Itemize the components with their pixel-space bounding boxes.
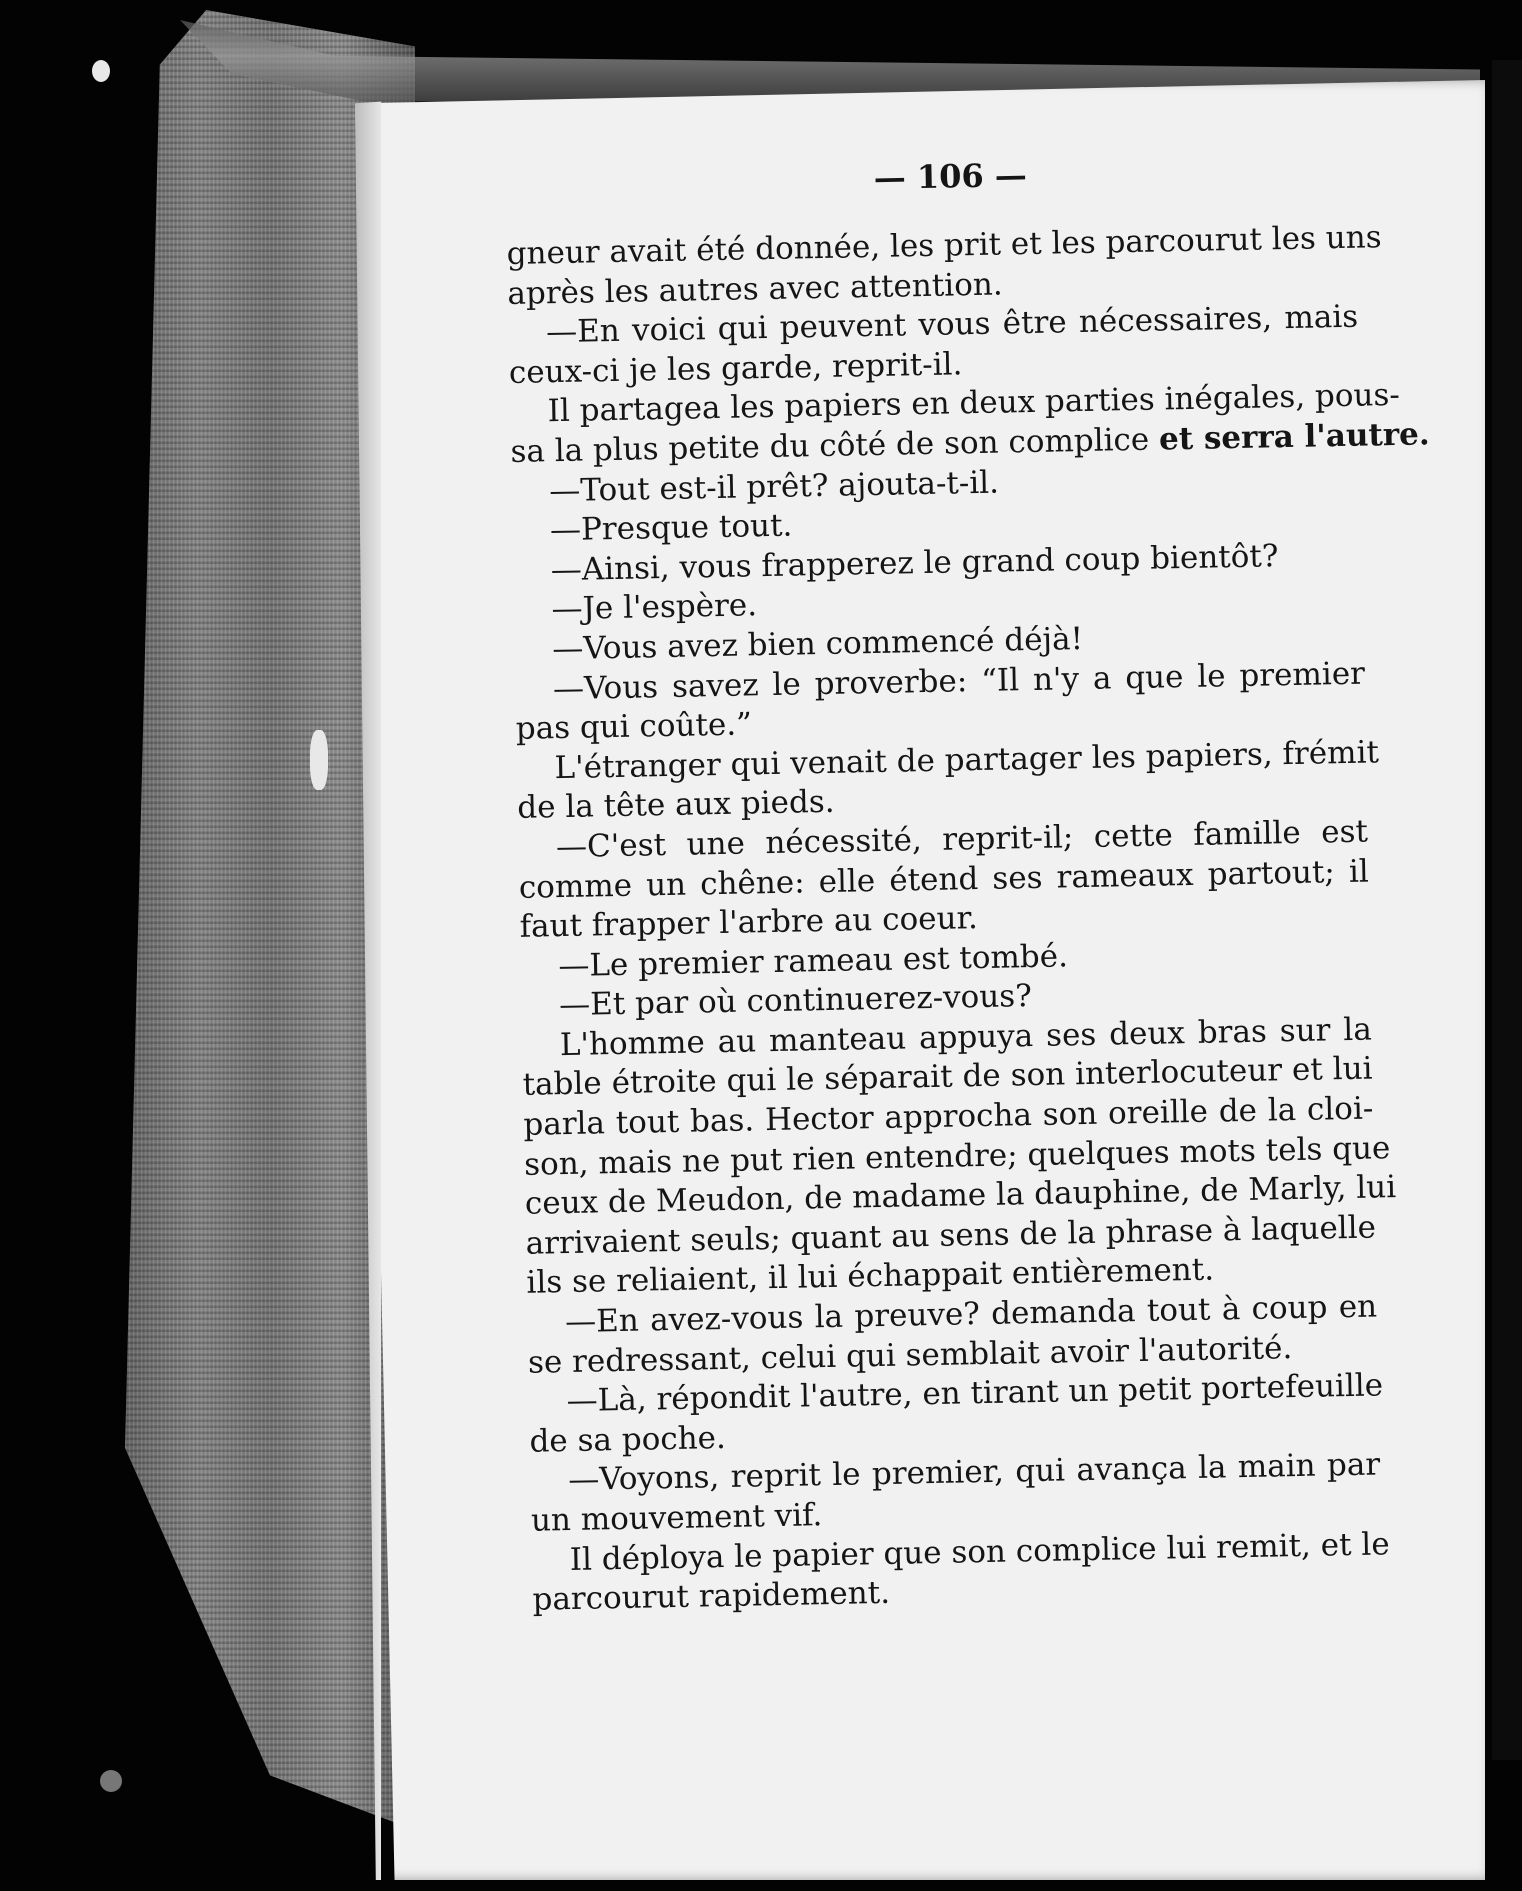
text-line-content: son, mais ne put rien entendre; quelques mots tels que [523, 1129, 1391, 1183]
page-number: — 106 — [873, 155, 1028, 197]
page-text-block [505, 149, 1430, 1665]
text-line-bold-tail: et serra l'autre. [1158, 416, 1430, 458]
text-line-content: Il partagea les papiers en deux parties inégales, pous- [547, 377, 1401, 430]
text-line-content: L'étranger qui venait de partager les papiers, frémit [554, 734, 1380, 786]
dust-speck [310, 730, 328, 790]
text-line-content: sa la plus petite du côté de son complice [510, 421, 1150, 470]
text-line-content: de sa poche. [529, 1419, 727, 1460]
text-line-content: Il déploya le papier que son complice lui remit, et le [569, 1525, 1390, 1578]
text-line-content: table étroite qui le séparait de son interlocuteur et lui [522, 1050, 1373, 1104]
text-line-content: —Tout est-il prêt? ajouta-t-il. [548, 464, 1000, 509]
text-line-content: —Le premier rameau est tombé. [558, 938, 1069, 984]
text-line-content: comme un chêne: elle étend ses rameaux partout; il [518, 853, 1370, 906]
text-lines [506, 219, 1430, 1621]
text-line-content: —En avez-vous la preuve? demanda tout à coup en [564, 1288, 1378, 1341]
text-line-content: —Là, répondit l'autre, en tirant un petit portefeuille [566, 1367, 1384, 1420]
text-line-content: —Et par où continuerez-vous? [558, 978, 1033, 1024]
text-line-content: —Vous savez le proverbe: “Il n'y a que le premier [552, 655, 1366, 707]
text-line-content: —Vous avez bien commencé déjà! [551, 620, 1084, 668]
text-line-content: gneur avait été donnée, les prit et les parcourut les uns [506, 219, 1382, 272]
dust-speck [100, 1770, 122, 1792]
text-line-content: parcourut rapidement. [532, 1575, 891, 1618]
text-line-content: de la tête aux pieds. [517, 784, 835, 827]
text-line-content: —Presque tout. [549, 507, 793, 549]
text-line-content: se redressant, celui qui semblait avoir l'autorité. [527, 1329, 1293, 1381]
text-line-content: ceux-ci je les garde, reprit-il. [508, 346, 963, 391]
text-line-content: faut frapper l'arbre au coeur. [519, 900, 979, 945]
text-line-content: —C'est une nécessité, reprit-il; cette famille est [555, 813, 1369, 866]
text-line-content: après les autres avec attention. [507, 266, 1003, 312]
text-line-content: ils se reliaient, il lui échappait entièrement. [526, 1252, 1215, 1302]
text-line-content: ceux de Meudon, de madame la dauphine, de Marly, lui [524, 1169, 1397, 1223]
text-line-content: un mouvement vif. [530, 1497, 823, 1539]
facing-page-shadow [1492, 60, 1522, 1760]
text-line-content: —En voici qui peuvent vous être nécessaires, mais [545, 298, 1359, 351]
text-line-content: —Je l'espère. [551, 587, 758, 628]
text-line-content: parla tout bas. Hector approcha son oreille de la cloi- [523, 1090, 1374, 1143]
dust-speck [92, 60, 110, 82]
text-line-content: arrivaient seuls; quant au sens de la phrase à laquelle [525, 1209, 1377, 1262]
text-line-content: —Ainsi, vous frapperez le grand coup bientôt? [550, 537, 1279, 588]
text-line-content: L'homme au manteau appuya ses deux bras sur la [559, 1011, 1373, 1063]
text-line-content: —Voyons, reprit le premier, qui avança la main par [567, 1446, 1381, 1499]
text-line-content: pas qui coûte.” [515, 706, 753, 748]
